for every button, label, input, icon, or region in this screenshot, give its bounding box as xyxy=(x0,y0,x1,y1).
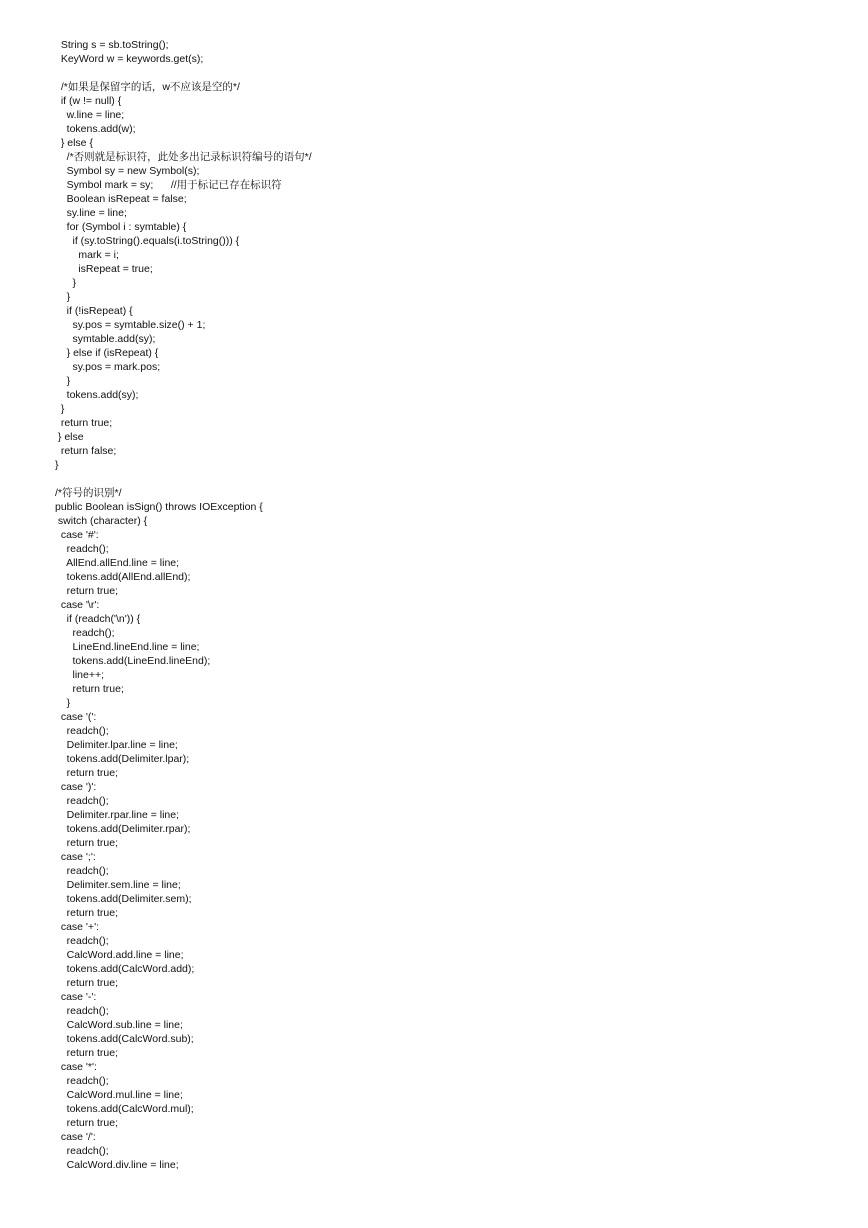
code-line: sy.pos = mark.pos; xyxy=(55,361,161,373)
code-line: return true; xyxy=(55,837,119,849)
code-line: readch(); xyxy=(55,795,109,807)
code-line: Delimiter.rpar.line = line; xyxy=(55,809,180,821)
code-line: return true; xyxy=(55,1117,119,1129)
code-line: sy.line = line; xyxy=(55,207,127,219)
code-line: line++; xyxy=(55,669,105,681)
code-line: } xyxy=(55,277,77,289)
code-line: readch(); xyxy=(55,1145,109,1157)
code-line: String s = sb.toString(); xyxy=(55,39,169,51)
code-line: isRepeat = true; xyxy=(55,263,153,275)
code-line: Delimiter.sem.line = line; xyxy=(55,879,181,891)
code-line: if (sy.toString().equals(i.toString())) { xyxy=(55,235,240,247)
code-line: w.line = line; xyxy=(55,109,125,121)
code-line: case '-': xyxy=(55,991,97,1003)
code-line: } xyxy=(55,375,71,387)
code-block xyxy=(55,38,312,1172)
code-line: if (!isRepeat) { xyxy=(55,305,133,317)
code-line: } xyxy=(55,291,71,303)
code-line: LineEnd.lineEnd.line = line; xyxy=(55,641,200,653)
code-line: if (w != null) { xyxy=(55,95,122,107)
code-line: CalcWord.sub.line = line; xyxy=(55,1019,183,1031)
code-line: case '+': xyxy=(55,921,99,933)
code-line: Symbol mark = sy; //用于标记已存在标识符 xyxy=(55,179,282,191)
code-line: return true; xyxy=(55,585,119,597)
code-line: return true; xyxy=(55,977,119,989)
code-line: public Boolean isSign() throws IOException { xyxy=(55,501,263,513)
code-line: /*符号的识别*/ xyxy=(55,487,122,499)
code-line: tokens.add(w); xyxy=(55,123,136,135)
code-line: /*否则就是标识符，此处多出记录标识符编号的语句*/ xyxy=(55,151,312,163)
code-line: } else if (isRepeat) { xyxy=(55,347,159,359)
code-line: case '(': xyxy=(55,711,97,723)
code-line: mark = i; xyxy=(55,249,119,261)
code-line xyxy=(55,66,312,80)
code-line: readch(); xyxy=(55,1005,109,1017)
code-line: sy.pos = symtable.size() + 1; xyxy=(55,319,206,331)
code-line: } xyxy=(55,459,59,471)
code-line: if (readch('\n')) { xyxy=(55,613,141,625)
code-line: tokens.add(Delimiter.lpar); xyxy=(55,753,190,765)
code-line: readch(); xyxy=(55,725,109,737)
code-line: KeyWord w = keywords.get(s); xyxy=(55,53,204,65)
code-line: readch(); xyxy=(55,543,109,555)
code-line xyxy=(55,472,312,486)
code-line: case ')': xyxy=(55,781,97,793)
code-line: case '/': xyxy=(55,1131,96,1143)
code-line: CalcWord.div.line = line; xyxy=(55,1159,179,1171)
code-line: } xyxy=(55,697,71,709)
code-line: readch(); xyxy=(55,865,109,877)
code-line: } xyxy=(55,403,65,415)
code-line: tokens.add(sy); xyxy=(55,389,139,401)
code-line: return true; xyxy=(55,683,124,695)
code-line: } else { xyxy=(55,137,93,149)
code-line: readch(); xyxy=(55,1075,109,1087)
code-line: case '#': xyxy=(55,529,99,541)
code-line: readch(); xyxy=(55,935,109,947)
code-line: readch(); xyxy=(55,627,115,639)
code-line: tokens.add(Delimiter.sem); xyxy=(55,893,192,905)
code-line: for (Symbol i : symtable) { xyxy=(55,221,187,233)
code-line: tokens.add(CalcWord.sub); xyxy=(55,1033,194,1045)
code-line: AllEnd.allEnd.line = line; xyxy=(55,557,180,569)
code-line: tokens.add(LineEnd.lineEnd); xyxy=(55,655,211,667)
code-line: } else xyxy=(55,431,84,443)
code-line: tokens.add(CalcWord.add); xyxy=(55,963,195,975)
code-line: switch (character) { xyxy=(55,515,148,527)
code-line: return true; xyxy=(55,767,119,779)
code-line: symtable.add(sy); xyxy=(55,333,156,345)
code-line: case '*': xyxy=(55,1061,97,1073)
code-line: return true; xyxy=(55,417,113,429)
code-line: Symbol sy = new Symbol(s); xyxy=(55,165,200,177)
code-line: case '\r': xyxy=(55,599,100,611)
code-line: return false; xyxy=(55,445,117,457)
code-line: /*如果是保留字的话，w不应该是空的*/ xyxy=(55,81,240,93)
code-line: tokens.add(CalcWord.mul); xyxy=(55,1103,194,1115)
code-line: return true; xyxy=(55,1047,119,1059)
code-line: case ';': xyxy=(55,851,96,863)
code-line: tokens.add(AllEnd.allEnd); xyxy=(55,571,191,583)
code-line: CalcWord.add.line = line; xyxy=(55,949,184,961)
code-line: Boolean isRepeat = false; xyxy=(55,193,187,205)
code-line: tokens.add(Delimiter.rpar); xyxy=(55,823,191,835)
code-line: Delimiter.lpar.line = line; xyxy=(55,739,178,751)
code-line: return true; xyxy=(55,907,119,919)
code-line: CalcWord.mul.line = line; xyxy=(55,1089,183,1101)
